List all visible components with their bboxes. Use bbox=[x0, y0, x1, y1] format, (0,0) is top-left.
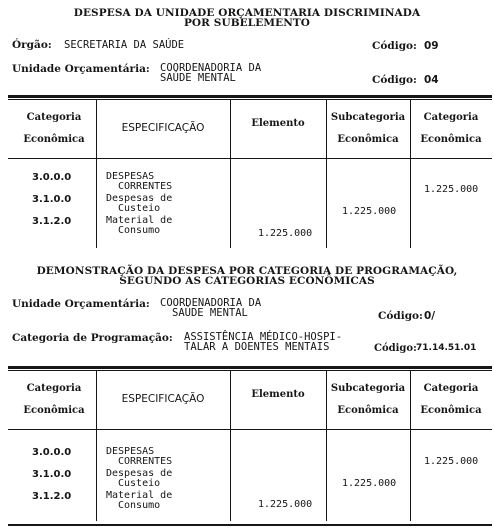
unidade-codigo-label: Código: bbox=[372, 74, 417, 86]
header-subcategoria-line1: Subcategoria bbox=[330, 383, 406, 394]
header-subcategoria-line1: Subcategoria bbox=[330, 112, 406, 123]
table2-spec-line: Custeio bbox=[118, 478, 161, 489]
table1-top-rule bbox=[8, 95, 492, 98]
unidade2-value-line1: COORDENADORIA DA bbox=[160, 297, 262, 309]
categoria-programacao-label: Categoria de Programação: bbox=[12, 332, 173, 344]
table2-code: 3.1.2.0 bbox=[32, 491, 72, 502]
table2-header-elemento: Elemento bbox=[251, 389, 305, 400]
table1-code: 3.0.0.0 bbox=[32, 172, 72, 183]
table1-top-rule-thin bbox=[8, 99, 492, 100]
table2-code: 3.0.0.0 bbox=[32, 447, 72, 458]
section2-title-line1: DEMONSTRAÇÃO DA DESPESA POR CATEGORIA DE PROGRAMAÇÃO, bbox=[36, 265, 458, 277]
table2-spec-line: Despesas de bbox=[106, 468, 173, 479]
table2-spec-line: DESPESAS bbox=[106, 446, 155, 457]
table1-spec-line: CORRENTES bbox=[118, 181, 173, 192]
table1-header-rule bbox=[8, 158, 492, 159]
table2-categoria-value: 1.225.000 bbox=[424, 456, 479, 467]
header-subcategoria-line2: Econômica bbox=[337, 405, 399, 416]
table2-header-rule bbox=[8, 429, 492, 430]
section2-title-line2: SEGUNDO AS CATEGORIAS ECONÔMICAS bbox=[119, 275, 375, 287]
categoria-codigo-label: Código: bbox=[374, 343, 417, 354]
table1-spec-line: Custeio bbox=[118, 203, 161, 214]
table1-header-subcategoria bbox=[326, 107, 410, 151]
table2-bottom-rule bbox=[8, 524, 492, 526]
table2-top-rule bbox=[8, 366, 492, 369]
table1-header-especificacao: ESPECIFICAÇÃO bbox=[121, 122, 205, 134]
table1-header-categoria bbox=[12, 107, 96, 151]
orgao-value: SECRETARIA DA SAÚDE bbox=[64, 39, 185, 51]
table1-spec-line: Material de bbox=[106, 215, 173, 226]
header-categoria-line2: Econômica bbox=[23, 405, 85, 416]
unidade2-value-line2: SAÚDE MENTAL bbox=[172, 307, 248, 319]
table1-spec-line: Consumo bbox=[118, 225, 161, 236]
header-categoria-line2: Econômica bbox=[23, 134, 85, 145]
table1-header-elemento: Elemento bbox=[251, 118, 305, 129]
table1-categoria-value: 1.225.000 bbox=[424, 184, 479, 195]
unidade2-label: Unidade Orçamentária: bbox=[12, 298, 150, 310]
table2-spec-line: CORRENTES bbox=[118, 456, 173, 467]
header-categoria2-line2: Econômica bbox=[420, 134, 482, 145]
table2-elemento-value: 1.225.000 bbox=[258, 499, 313, 510]
table1-code: 3.1.0.0 bbox=[32, 194, 72, 205]
unidade2-codigo-value: 0/ bbox=[424, 310, 436, 322]
header-categoria-line1: Categoria bbox=[26, 383, 82, 394]
table2-spec-line: Consumo bbox=[118, 500, 161, 511]
table2-code: 3.1.0.0 bbox=[32, 469, 72, 480]
section1-title-line1: DESPESA DA UNIDADE ORÇAMENTARIA DISCRIMINADA bbox=[73, 7, 421, 19]
header-categoria2-line1: Categoria bbox=[423, 112, 479, 123]
unidade2-codigo-label: Código: bbox=[378, 310, 423, 322]
table1-header-categoria2 bbox=[410, 107, 492, 151]
table2-header-subcategoria bbox=[326, 378, 410, 422]
table2-subcategoria-value: 1.225.000 bbox=[342, 478, 397, 489]
section1-title-line2: POR SUBELEMENTO bbox=[183, 17, 311, 29]
table2-spec-line: Material de bbox=[106, 490, 173, 501]
header-categoria-line1: Categoria bbox=[26, 112, 82, 123]
orgao-label: Órgão: bbox=[12, 39, 52, 51]
table2-header-categoria2 bbox=[410, 378, 492, 422]
header-categoria2-line1: Categoria bbox=[423, 383, 479, 394]
unidade-value-line2: SAÚDE MENTAL bbox=[160, 72, 236, 84]
table1-spec-line: Despesas de bbox=[106, 193, 173, 204]
categoria-codigo-value: 71.14.51.01 bbox=[416, 343, 477, 353]
table2-header-especificacao: ESPECIFICAÇÃO bbox=[121, 393, 205, 405]
table1-elemento-value: 1.225.000 bbox=[258, 228, 313, 239]
table1-code: 3.1.2.0 bbox=[32, 216, 72, 227]
unidade-value-line1: COORDENADORIA DA bbox=[160, 62, 262, 74]
header-categoria2-line2: Econômica bbox=[420, 405, 482, 416]
table2-top-rule-thin bbox=[8, 370, 492, 371]
orgao-codigo-label: Código: bbox=[372, 40, 417, 52]
categoria-programacao-value-line2: TALAR A DOENTES MENTAIS bbox=[184, 341, 330, 353]
table1-subcategoria-value: 1.225.000 bbox=[342, 206, 397, 217]
header-subcategoria-line2: Econômica bbox=[337, 134, 399, 145]
categoria-programacao-value-line1: ASSISTÊNCIA MÉDICO-HOSPI- bbox=[184, 331, 343, 343]
table2-header-categoria bbox=[12, 378, 96, 422]
unidade-label: Unidade Orçamentária: bbox=[12, 63, 150, 75]
unidade-codigo-value: 04 bbox=[424, 74, 439, 86]
table1-spec-line: DESPESAS bbox=[106, 171, 155, 182]
orgao-codigo-value: 09 bbox=[424, 40, 439, 52]
